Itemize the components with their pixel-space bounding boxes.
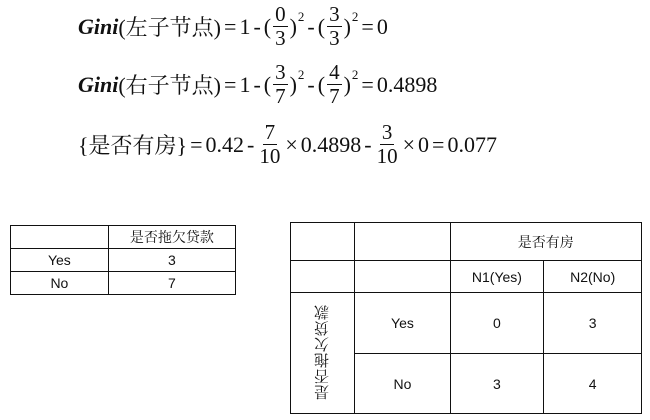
feature-label: {是否有房} bbox=[78, 133, 188, 158]
minus-sign: - bbox=[247, 131, 255, 157]
open-paren: ( bbox=[263, 13, 272, 39]
close-paren: ) bbox=[289, 13, 297, 39]
fraction bbox=[273, 62, 288, 107]
table-corner-cell bbox=[11, 226, 109, 249]
fraction bbox=[327, 62, 342, 107]
table-cell: 3 bbox=[450, 354, 544, 414]
table-header-cell: 是否拖欠贷款 bbox=[108, 226, 235, 249]
close-paren: ) bbox=[289, 71, 297, 97]
formula-result: 0.077 bbox=[447, 131, 497, 157]
table-row bbox=[291, 293, 642, 354]
exponent: 2 bbox=[351, 8, 359, 24]
table-header-cell: 是否有房 bbox=[450, 223, 641, 261]
row-group-cell bbox=[291, 293, 355, 414]
table-corner-cell bbox=[355, 261, 450, 293]
open-paren: ( bbox=[317, 71, 326, 97]
row-label: Yes bbox=[11, 249, 109, 272]
row-group-label: 是否拖欠贷款 bbox=[314, 303, 332, 400]
fraction-numerator: 0 bbox=[275, 2, 286, 26]
table-cell: 3 bbox=[544, 293, 642, 354]
fraction-denominator: 10 bbox=[259, 144, 281, 168]
table-subheader-cell: N1(Yes) bbox=[450, 261, 544, 293]
fraction-denominator: 3 bbox=[329, 26, 340, 50]
gini-value: 0 bbox=[418, 131, 430, 157]
gini-symbol: Gini bbox=[78, 13, 119, 39]
fraction bbox=[327, 4, 342, 49]
table-header-row bbox=[291, 223, 642, 261]
minus-sign: - bbox=[253, 71, 261, 97]
open-paren: ( bbox=[263, 71, 272, 97]
formula-result: 0.4898 bbox=[376, 71, 438, 97]
table-row bbox=[11, 272, 236, 295]
fraction-denominator: 3 bbox=[275, 26, 286, 50]
row-value: 3 bbox=[108, 249, 235, 272]
table-corner-cell bbox=[291, 261, 355, 293]
minus-sign: - bbox=[307, 13, 315, 39]
row-value: 7 bbox=[108, 272, 235, 295]
open-paren: ( bbox=[317, 13, 326, 39]
fraction-numerator: 3 bbox=[329, 2, 340, 26]
equals-sign: = bbox=[361, 71, 374, 97]
exponent: 2 bbox=[297, 66, 305, 82]
equals-sign: = bbox=[361, 13, 374, 39]
minus-sign: - bbox=[253, 13, 261, 39]
minus-sign: - bbox=[307, 71, 315, 97]
fraction-denominator: 7 bbox=[329, 84, 340, 108]
fraction-numerator: 3 bbox=[381, 120, 393, 144]
gini-symbol: Gini bbox=[78, 71, 119, 97]
times-sign: × bbox=[402, 131, 416, 157]
node-label: (左子节点) bbox=[118, 15, 222, 40]
exponent: 2 bbox=[351, 66, 359, 82]
row-label: No bbox=[11, 272, 109, 295]
contingency-table bbox=[290, 222, 642, 414]
fraction bbox=[273, 4, 288, 49]
row-label: Yes bbox=[355, 293, 450, 354]
times-sign: × bbox=[285, 131, 298, 157]
table-subheader-row bbox=[291, 261, 642, 293]
fraction bbox=[259, 122, 280, 167]
table-corner-cell bbox=[291, 223, 355, 261]
table-header-row bbox=[11, 226, 236, 249]
fraction-denominator: 7 bbox=[275, 84, 286, 108]
minus-sign: - bbox=[364, 131, 372, 157]
formula-gini-right bbox=[78, 62, 437, 107]
default-count-table bbox=[10, 225, 236, 295]
table-row bbox=[11, 249, 236, 272]
base-value: 0.42 bbox=[205, 131, 245, 157]
formula-result: 0 bbox=[376, 13, 388, 39]
equals-sign: = bbox=[190, 131, 203, 157]
equals-sign: = bbox=[224, 71, 237, 97]
table-cell: 0 bbox=[450, 293, 544, 354]
close-paren: ) bbox=[343, 71, 351, 97]
table-cell: 4 bbox=[544, 354, 642, 414]
fraction-denominator: 10 bbox=[376, 144, 398, 168]
exponent: 2 bbox=[297, 8, 305, 24]
constant-one: 1 bbox=[239, 71, 251, 97]
fraction-numerator: 7 bbox=[264, 120, 276, 144]
table-corner-cell bbox=[355, 223, 450, 261]
table-subheader-cell: N2(No) bbox=[544, 261, 642, 293]
node-label: (右子节点) bbox=[118, 73, 222, 98]
fraction bbox=[377, 122, 398, 167]
gini-value: 0.4898 bbox=[300, 131, 362, 157]
equals-sign: = bbox=[224, 13, 237, 39]
close-paren: ) bbox=[343, 13, 351, 39]
equals-sign: = bbox=[432, 131, 445, 157]
formula-gini-left bbox=[78, 4, 388, 49]
fraction-numerator: 3 bbox=[275, 60, 286, 84]
row-label: No bbox=[355, 354, 450, 414]
constant-one: 1 bbox=[239, 13, 251, 39]
formula-weighted-gini bbox=[78, 122, 497, 167]
fraction-numerator: 4 bbox=[329, 60, 340, 84]
